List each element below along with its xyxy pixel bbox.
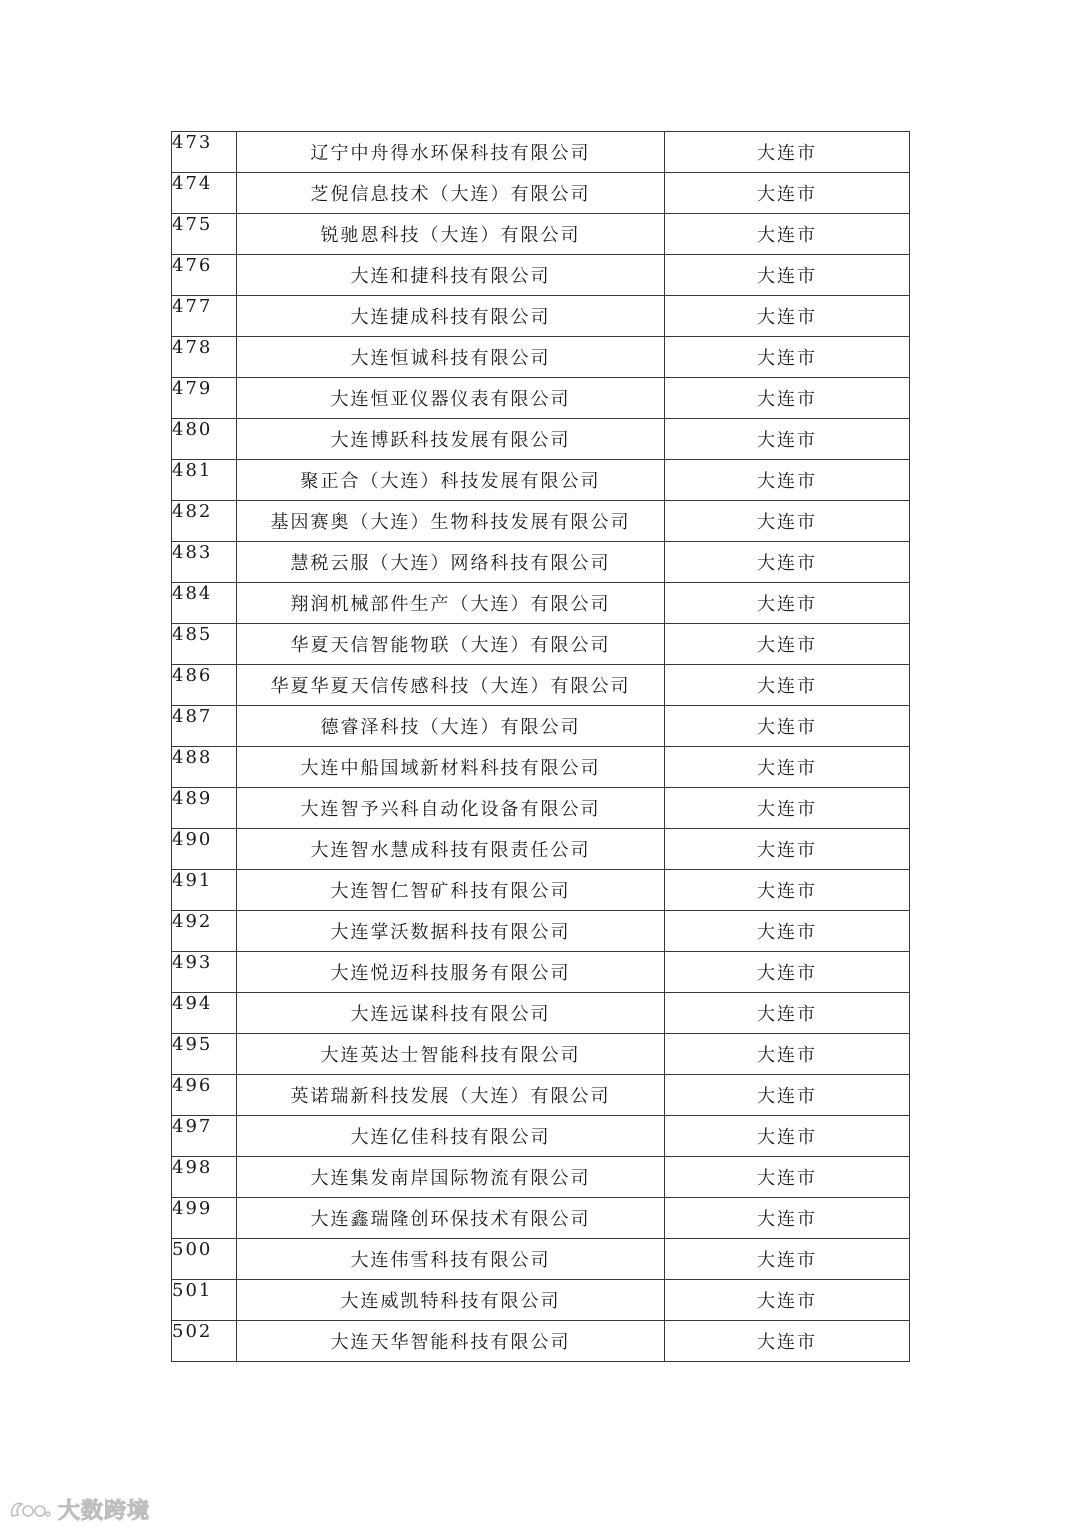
company-name-cell: 大连悦迈科技服务有限公司 <box>237 952 665 993</box>
company-name-cell: 聚正合（大连）科技发展有限公司 <box>237 460 665 501</box>
table-row <box>172 1239 910 1280</box>
row-number-cell: 485 <box>172 624 237 665</box>
company-name-cell: 辽宁中舟得水环保科技有限公司 <box>237 132 665 173</box>
row-number-cell: 497 <box>172 1116 237 1157</box>
company-name-cell: 大连鑫瑞隆创环保技术有限公司 <box>237 1198 665 1239</box>
company-name-cell: 大连和捷科技有限公司 <box>237 255 665 296</box>
table-row <box>172 542 910 583</box>
company-name-cell: 大连智水慧成科技有限责任公司 <box>237 829 665 870</box>
city-cell: 大连市 <box>665 1280 910 1321</box>
row-number-cell: 501 <box>172 1280 237 1321</box>
table-row <box>172 1034 910 1075</box>
city-cell: 大连市 <box>665 1321 910 1362</box>
city-cell: 大连市 <box>665 460 910 501</box>
row-number-cell: 486 <box>172 665 237 706</box>
company-name-cell: 大连智仁智矿科技有限公司 <box>237 870 665 911</box>
row-number-cell: 473 <box>172 132 237 173</box>
row-number-cell: 476 <box>172 255 237 296</box>
company-name-cell: 大连恒亚仪器仪表有限公司 <box>237 378 665 419</box>
city-cell: 大连市 <box>665 665 910 706</box>
row-number-cell: 482 <box>172 501 237 542</box>
row-number-cell: 488 <box>172 747 237 788</box>
company-name-cell: 大连亿佳科技有限公司 <box>237 1116 665 1157</box>
row-number-cell: 496 <box>172 1075 237 1116</box>
company-name-cell: 翔润机械部件生产（大连）有限公司 <box>237 583 665 624</box>
city-cell: 大连市 <box>665 501 910 542</box>
city-cell: 大连市 <box>665 378 910 419</box>
company-name-cell: 基因赛奥（大连）生物科技发展有限公司 <box>237 501 665 542</box>
city-cell: 大连市 <box>665 1239 910 1280</box>
row-number-cell: 494 <box>172 993 237 1034</box>
table-row <box>172 1116 910 1157</box>
table-row <box>172 870 910 911</box>
row-number-cell: 484 <box>172 583 237 624</box>
city-cell: 大连市 <box>665 419 910 460</box>
table-row <box>172 337 910 378</box>
city-cell: 大连市 <box>665 747 910 788</box>
company-name-cell: 芝倪信息技术（大连）有限公司 <box>237 173 665 214</box>
company-name-cell: 大连威凯特科技有限公司 <box>237 1280 665 1321</box>
table-row <box>172 706 910 747</box>
table-row <box>172 788 910 829</box>
row-number-cell: 498 <box>172 1157 237 1198</box>
city-cell: 大连市 <box>665 706 910 747</box>
row-number-cell: 481 <box>172 460 237 501</box>
company-table <box>171 131 910 1362</box>
company-name-cell: 大连恒诚科技有限公司 <box>237 337 665 378</box>
row-number-cell: 483 <box>172 542 237 583</box>
row-number-cell: 499 <box>172 1198 237 1239</box>
row-number-cell: 491 <box>172 870 237 911</box>
company-name-cell: 锐驰恩科技（大连）有限公司 <box>237 214 665 255</box>
row-number-cell: 487 <box>172 706 237 747</box>
company-name-cell: 慧税云服（大连）网络科技有限公司 <box>237 542 665 583</box>
table-row <box>172 132 910 173</box>
row-number-cell: 493 <box>172 952 237 993</box>
table-row <box>172 747 910 788</box>
table-row <box>172 255 910 296</box>
table-row <box>172 1157 910 1198</box>
table-row <box>172 911 910 952</box>
table-row <box>172 993 910 1034</box>
table-row <box>172 378 910 419</box>
city-cell: 大连市 <box>665 1198 910 1239</box>
company-name-cell: 华夏华夏天信传感科技（大连）有限公司 <box>237 665 665 706</box>
company-table-body <box>172 132 910 1362</box>
table-row <box>172 583 910 624</box>
city-cell: 大连市 <box>665 542 910 583</box>
company-name-cell: 大连远谋科技有限公司 <box>237 993 665 1034</box>
table-row <box>172 501 910 542</box>
company-name-cell: 大连英达士智能科技有限公司 <box>237 1034 665 1075</box>
row-number-cell: 474 <box>172 173 237 214</box>
city-cell: 大连市 <box>665 788 910 829</box>
table-row <box>172 665 910 706</box>
row-number-cell: 475 <box>172 214 237 255</box>
company-name-cell: 大连集发南岸国际物流有限公司 <box>237 1157 665 1198</box>
city-cell: 大连市 <box>665 173 910 214</box>
city-cell: 大连市 <box>665 993 910 1034</box>
company-name-cell: 大连博跃科技发展有限公司 <box>237 419 665 460</box>
city-cell: 大连市 <box>665 337 910 378</box>
table-row <box>172 460 910 501</box>
row-number-cell: 478 <box>172 337 237 378</box>
company-name-cell: 大连中船国域新材料科技有限公司 <box>237 747 665 788</box>
table-row <box>172 1075 910 1116</box>
company-name-cell: 德睿泽科技（大连）有限公司 <box>237 706 665 747</box>
company-name-cell: 大连捷成科技有限公司 <box>237 296 665 337</box>
row-number-cell: 502 <box>172 1321 237 1362</box>
company-name-cell: 大连天华智能科技有限公司 <box>237 1321 665 1362</box>
table-row <box>172 1321 910 1362</box>
city-cell: 大连市 <box>665 952 910 993</box>
city-cell: 大连市 <box>665 911 910 952</box>
city-cell: 大连市 <box>665 1075 910 1116</box>
city-cell: 大连市 <box>665 132 910 173</box>
brand-logo-icon <box>8 1498 52 1522</box>
city-cell: 大连市 <box>665 829 910 870</box>
table-row <box>172 829 910 870</box>
company-name-cell: 华夏天信智能物联（大连）有限公司 <box>237 624 665 665</box>
row-number-cell: 495 <box>172 1034 237 1075</box>
city-cell: 大连市 <box>665 1116 910 1157</box>
table-row <box>172 419 910 460</box>
city-cell: 大连市 <box>665 583 910 624</box>
row-number-cell: 489 <box>172 788 237 829</box>
watermark-text: 大数跨境 <box>58 1499 151 1524</box>
company-name-cell: 大连伟雪科技有限公司 <box>237 1239 665 1280</box>
row-number-cell: 477 <box>172 296 237 337</box>
company-name-cell: 大连掌沃数据科技有限公司 <box>237 911 665 952</box>
city-cell: 大连市 <box>665 624 910 665</box>
watermark <box>8 1494 150 1525</box>
table-row <box>172 214 910 255</box>
table-row <box>172 952 910 993</box>
city-cell: 大连市 <box>665 1157 910 1198</box>
city-cell: 大连市 <box>665 296 910 337</box>
row-number-cell: 490 <box>172 829 237 870</box>
table-row <box>172 173 910 214</box>
table-row <box>172 296 910 337</box>
table-row <box>172 1280 910 1321</box>
company-name-cell: 英诺瑞新科技发展（大连）有限公司 <box>237 1075 665 1116</box>
city-cell: 大连市 <box>665 255 910 296</box>
row-number-cell: 479 <box>172 378 237 419</box>
city-cell: 大连市 <box>665 870 910 911</box>
row-number-cell: 492 <box>172 911 237 952</box>
city-cell: 大连市 <box>665 214 910 255</box>
row-number-cell: 480 <box>172 419 237 460</box>
company-name-cell: 大连智予兴科自动化设备有限公司 <box>237 788 665 829</box>
table-row <box>172 624 910 665</box>
city-cell: 大连市 <box>665 1034 910 1075</box>
row-number-cell: 500 <box>172 1239 237 1280</box>
table-row <box>172 1198 910 1239</box>
